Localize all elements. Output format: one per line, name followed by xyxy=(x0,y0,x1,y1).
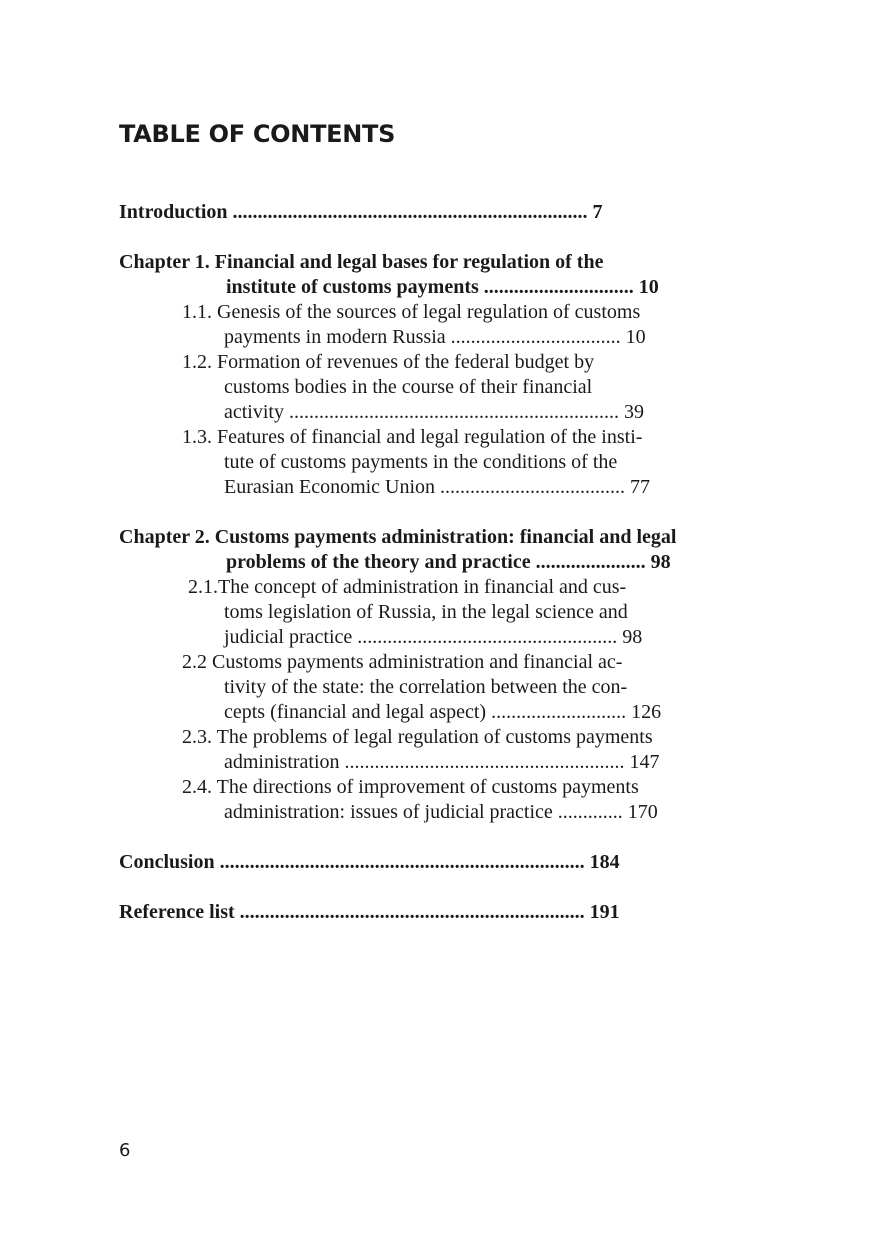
toc-entry-section-1-2-cont2[interactable]: activity .................................................................. 39 xyxy=(224,401,644,423)
toc-entry-section-2-2[interactable]: 2.2 Customs payments administration and financial ac- xyxy=(182,651,623,673)
toc-entry-chapter-1[interactable]: Chapter 1. Financial and legal bases for regulation of the xyxy=(119,251,604,273)
toc-entry-chapter-1-cont[interactable]: institute of customs payments .............................. 10 xyxy=(226,276,659,298)
toc-entry-reference-list[interactable]: Reference list ..................................................................... 191 xyxy=(119,901,620,923)
toc-entry-section-1-2-cont[interactable]: customs bodies in the course of their financial xyxy=(224,376,593,398)
toc-entry-section-2-1-cont2[interactable]: judicial practice .................................................... 98 xyxy=(224,626,643,648)
page-title: TABLE OF CONTENTS xyxy=(119,120,396,148)
toc-entry-section-1-1[interactable]: 1.1. Genesis of the sources of legal regulation of customs xyxy=(182,301,641,323)
toc-entry-section-2-2-cont2[interactable]: cepts (financial and legal aspect) ........................... 126 xyxy=(224,701,662,723)
toc-entry-section-1-2[interactable]: 1.2. Formation of revenues of the federal budget by xyxy=(182,351,595,373)
toc-entry-section-1-3-cont[interactable]: tute of customs payments in the conditions of the xyxy=(224,451,618,473)
toc-entry-conclusion[interactable]: Conclusion ......................................................................... 184 xyxy=(119,851,620,873)
toc-entry-chapter-2[interactable]: Chapter 2. Customs payments administration: financial and legal xyxy=(119,526,677,548)
toc-entry-section-2-4[interactable]: 2.4. The directions of improvement of customs payments xyxy=(182,776,639,798)
toc-entry-section-2-4-cont[interactable]: administration: issues of judicial practice ............. 170 xyxy=(224,801,658,823)
toc-entry-section-1-3-cont2[interactable]: Eurasian Economic Union ..................................... 77 xyxy=(224,476,651,498)
toc-entry-section-1-1-cont[interactable]: payments in modern Russia .................................. 10 xyxy=(224,326,646,348)
page-number: 6 xyxy=(119,1140,131,1161)
toc-entry-introduction[interactable]: Introduction ....................................................................... 7 xyxy=(119,201,603,223)
toc-entry-chapter-2-cont[interactable]: problems of the theory and practice ...................... 98 xyxy=(226,551,671,573)
toc-entry-section-2-1-cont[interactable]: toms legislation of Russia, in the legal science and xyxy=(224,601,628,623)
toc-entry-section-2-3[interactable]: 2.3. The problems of legal regulation of customs payments xyxy=(182,726,653,748)
toc-entry-section-1-3[interactable]: 1.3. Features of financial and legal regulation of the insti- xyxy=(182,426,643,448)
toc-entry-section-2-1[interactable]: 2.1.The concept of administration in financial and cus- xyxy=(188,576,627,598)
table-of-contents xyxy=(119,200,749,925)
toc-entry-section-2-3-cont[interactable]: administration ........................................................ 147 xyxy=(224,751,660,773)
toc-entry-section-2-2-cont[interactable]: tivity of the state: the correlation between the con- xyxy=(224,676,628,698)
